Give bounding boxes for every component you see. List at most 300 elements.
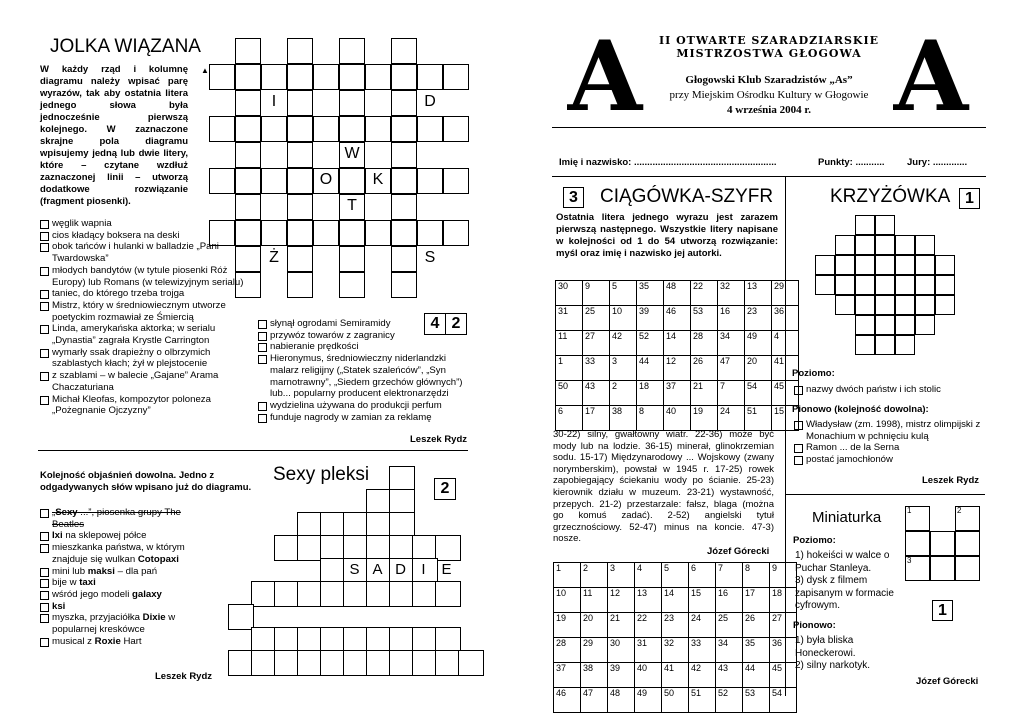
grid-cell[interactable] xyxy=(815,275,835,295)
grid-cell[interactable] xyxy=(235,194,261,220)
clue-item: wydzielina używana do produkcji perfum xyxy=(258,400,468,412)
grid-cell[interactable] xyxy=(391,64,417,90)
cipher-cell[interactable]: 48 xyxy=(608,688,635,713)
cipher-cell[interactable]: 25 xyxy=(716,613,743,638)
grid-cell[interactable] xyxy=(875,255,895,275)
cipher-cell[interactable]: 35 xyxy=(743,638,770,663)
cipher-cell[interactable]: 4 xyxy=(635,563,662,588)
grid-cell[interactable] xyxy=(365,220,391,246)
cipher-cell[interactable]: 4 xyxy=(772,331,799,356)
clue-item: taniec, do którego trzeba trojga xyxy=(40,288,250,300)
grid-cell[interactable] xyxy=(235,142,261,168)
jolka-clues-left xyxy=(40,218,250,417)
clue-item: młodych bandytów (w tytule piosenki Róż Europy) lub Romans (w telewizyjnym serialu) xyxy=(40,265,250,288)
clue-item: przywóz towarów z zagranicy xyxy=(258,330,468,342)
cipher-cell[interactable]: 2 xyxy=(610,381,637,406)
cipher-cell[interactable]: 7 xyxy=(718,381,745,406)
cipher-cell[interactable]: 21 xyxy=(608,613,635,638)
cipher-cell[interactable]: 18 xyxy=(637,381,664,406)
cipher-cell[interactable]: 24 xyxy=(689,613,716,638)
logo-left xyxy=(556,20,654,133)
grid-cell[interactable] xyxy=(391,90,417,116)
grid-cell[interactable] xyxy=(235,116,261,142)
clue-keyword: Sexy xyxy=(55,507,78,518)
cipher-cell[interactable]: 6 xyxy=(689,563,716,588)
grid-cell[interactable] xyxy=(209,64,235,90)
grid-cell[interactable] xyxy=(935,255,955,275)
form-rule xyxy=(552,176,986,177)
cipher-cell[interactable]: 47 xyxy=(581,688,608,713)
clue-text: na sklepowej półce xyxy=(62,530,147,542)
grid-cell[interactable] xyxy=(895,275,915,295)
grid-letter: O xyxy=(319,171,333,188)
cipher-cell[interactable]: 12 xyxy=(608,588,635,613)
cipher-cell[interactable]: 49 xyxy=(745,331,772,356)
cipher-cell[interactable]: 28 xyxy=(554,638,581,663)
cipher-cell[interactable]: 49 xyxy=(635,688,662,713)
cipher-cell[interactable]: 19 xyxy=(554,613,581,638)
clue-text: w popularnej kreskówce xyxy=(52,612,176,636)
grid-letter: A xyxy=(372,561,383,578)
points-field[interactable]: Punkty: ........... xyxy=(818,157,885,168)
clue-item xyxy=(40,530,200,542)
grid-cell[interactable] xyxy=(391,220,417,246)
grid-cell[interactable] xyxy=(930,531,955,556)
clue-text: myszka, przyjaciółka xyxy=(52,612,143,624)
cipher-cell[interactable]: 11 xyxy=(556,331,583,356)
jolka-points-a: 4 xyxy=(424,313,446,335)
grid-cell[interactable] xyxy=(391,246,417,272)
szyfr-author: Józef Górecki xyxy=(707,546,770,557)
cipher-cell[interactable]: 36 xyxy=(770,638,797,663)
cipher-cell[interactable]: 27 xyxy=(583,331,610,356)
grid-cell[interactable] xyxy=(261,116,287,142)
clue-text: bije w xyxy=(52,577,80,589)
cipher-cell[interactable]: 10 xyxy=(610,306,637,331)
logo-right xyxy=(882,20,980,133)
cipher-cell[interactable]: 19 xyxy=(691,406,718,431)
grid-cell[interactable] xyxy=(855,255,875,275)
clue-item: nabieranie prędkości xyxy=(258,341,468,353)
section-rule xyxy=(785,494,985,495)
krzyzowka-author: Leszek Rydz xyxy=(922,475,980,486)
grid-cell[interactable] xyxy=(905,531,930,556)
arrow-up-icon: ▲ xyxy=(201,66,209,75)
clue-item: z szablami – w balecie „Gajane” Arama Chaczaturiana xyxy=(40,370,250,393)
cipher-cell[interactable]: 10 xyxy=(554,588,581,613)
cipher-cell[interactable]: 35 xyxy=(637,281,664,306)
logo-letter: A xyxy=(893,20,969,133)
grid-cell[interactable] xyxy=(391,116,417,142)
cipher-cell[interactable]: 31 xyxy=(635,638,662,663)
sexy-points: 2 xyxy=(434,478,456,500)
grid-cell[interactable] xyxy=(365,64,391,90)
cipher-cell[interactable]: 20 xyxy=(581,613,608,638)
krzyzowka-pionowo xyxy=(794,419,984,466)
szyfr-grid xyxy=(555,280,799,431)
grid-cell[interactable] xyxy=(287,38,313,64)
grid-cell[interactable] xyxy=(915,295,935,315)
sexy-author: Leszek Rydz xyxy=(155,671,213,682)
cipher-cell[interactable]: 51 xyxy=(689,688,716,713)
cipher-cell[interactable]: 32 xyxy=(718,281,745,306)
grid-cell[interactable] xyxy=(339,90,365,116)
cipher-cell[interactable]: 37 xyxy=(554,663,581,688)
grid-cell[interactable] xyxy=(417,64,443,90)
clue-text: mini lub xyxy=(52,565,88,577)
szyfr-clues: 30-22) silny, gwałtowny wiatr. 22-36) może być mody lub na lodzie. 36-15) minerał, glinokrzemian sodu. 15-17) Międzynarodowy ... Wojskowy (zwany norymberskim), powstał w 1945 r. 17-25) rowek zapobiegający ściekaniu wody po ścianie. 25-23) kierownik działu w muzeum. 23-21) wystawność, przepych. 21-2) przestarzale: fałsz, blaga (można go komuś zadać). 2-52) angielski tytuł grzecznościowy. 52-47) minus na koncie. 47-3) nosze. xyxy=(553,429,774,545)
grid-cell[interactable] xyxy=(915,235,935,255)
grid-cell[interactable] xyxy=(313,220,339,246)
grid-cell[interactable] xyxy=(235,168,261,194)
grid-cell[interactable] xyxy=(895,295,915,315)
clue-item xyxy=(40,577,200,589)
cipher-cell[interactable]: 14 xyxy=(664,331,691,356)
grid-cell[interactable] xyxy=(915,275,935,295)
grid-cell[interactable] xyxy=(875,275,895,295)
cipher-cell[interactable]: 51 xyxy=(745,406,772,431)
cipher-cell[interactable]: 11 xyxy=(581,588,608,613)
grid-cell[interactable] xyxy=(339,272,365,298)
miniaturka-title: Miniaturka xyxy=(812,509,882,526)
clue-item: Mistrz, który w średniowiecznym utworze poetyckim rozmawiał ze Śmiercią xyxy=(40,300,250,323)
cipher-cell[interactable]: 12 xyxy=(664,356,691,381)
cipher-cell[interactable]: 6 xyxy=(556,406,583,431)
grid-cell[interactable] xyxy=(417,220,443,246)
grid-cell[interactable] xyxy=(287,220,313,246)
cipher-cell[interactable]: 44 xyxy=(637,356,664,381)
grid-cell[interactable] xyxy=(287,90,313,116)
cipher-cell[interactable]: 40 xyxy=(635,663,662,688)
cipher-cell[interactable]: 16 xyxy=(718,306,745,331)
grid-cell[interactable] xyxy=(391,168,417,194)
grid-cell[interactable] xyxy=(261,168,287,194)
header-line1: II OTWARTE SZARADZIARSKIE xyxy=(658,34,880,47)
cipher-cell[interactable]: 15 xyxy=(689,588,716,613)
cipher-cell[interactable]: 23 xyxy=(662,613,689,638)
cipher-cell[interactable]: 26 xyxy=(691,356,718,381)
clue-item: funduje nagrody w zamian za reklamę xyxy=(258,412,468,424)
clue-item: nazwy dwóch państw i ich stolic xyxy=(794,384,984,396)
grid-cell[interactable] xyxy=(261,220,287,246)
cipher-cell[interactable]: 9 xyxy=(770,563,797,588)
cipher-cell[interactable]: 18 xyxy=(770,588,797,613)
clue-text: mieszkanka państwa, w którym znajduje się wulkan xyxy=(52,542,185,565)
krzyzowka-title: KRZYŻÓWKA xyxy=(830,186,951,207)
cipher-cell[interactable]: 36 xyxy=(772,306,799,331)
cipher-cell[interactable]: 1 xyxy=(554,563,581,588)
cipher-cell[interactable]: 20 xyxy=(745,356,772,381)
cipher-cell[interactable]: 15 xyxy=(772,406,799,431)
cipher-cell[interactable]: 30 xyxy=(608,638,635,663)
jury-field[interactable]: Jury: ............. xyxy=(907,157,968,168)
szyfr-title: CIĄGÓWKA-SZYFR xyxy=(600,186,774,207)
grid-cell[interactable] xyxy=(287,246,313,272)
miniaturka-poziomo xyxy=(795,550,895,613)
cipher-cell[interactable]: 17 xyxy=(743,588,770,613)
grid-cell[interactable] xyxy=(287,168,313,194)
cipher-cell[interactable]: 25 xyxy=(583,306,610,331)
grid-cell[interactable] xyxy=(287,64,313,90)
cipher-cell[interactable]: 53 xyxy=(691,306,718,331)
grid-cell[interactable] xyxy=(435,535,461,561)
cipher-cell[interactable]: 42 xyxy=(689,663,716,688)
grid-cell[interactable] xyxy=(935,295,955,315)
cipher-cell[interactable]: 5 xyxy=(610,281,637,306)
grid-cell[interactable] xyxy=(915,315,935,335)
miniaturka-author: Józef Górecki xyxy=(916,676,979,687)
grid-letter: T xyxy=(347,197,357,214)
krzyzowka-diagram[interactable] xyxy=(815,215,955,355)
grid-cell[interactable] xyxy=(895,315,915,335)
cipher-cell[interactable]: 52 xyxy=(637,331,664,356)
cipher-cell[interactable]: 2 xyxy=(581,563,608,588)
cipher-cell[interactable]: 33 xyxy=(583,356,610,381)
clue-item: Hieronymus, średniowieczny niderlandzki malarz religijny („Statek szaleńców”, „Syn marnotrawny”, „Siedem grzechów głównych”) lub... popularny producent elektronarzędzi xyxy=(258,353,468,400)
cipher-cell[interactable]: 47 xyxy=(718,356,745,381)
grid-cell[interactable] xyxy=(391,38,417,64)
grid-cell[interactable] xyxy=(935,275,955,295)
grid-cell[interactable] xyxy=(365,116,391,142)
clue-text: ...”, piosenka grupy The Beatles xyxy=(52,507,181,530)
grid-letter: Ż xyxy=(269,249,279,266)
cipher-cell[interactable]: 37 xyxy=(664,381,691,406)
grid-cell[interactable] xyxy=(855,275,875,295)
cipher-cell[interactable]: 32 xyxy=(662,638,689,663)
clue-item: Michał Kleofas, kompozytor poloneza „Pożegnanie Ojczyzny” xyxy=(40,394,250,417)
cipher-cell[interactable]: 54 xyxy=(745,381,772,406)
grid-cell[interactable] xyxy=(855,335,875,355)
cipher-cell[interactable]: 13 xyxy=(635,588,662,613)
cipher-cell[interactable]: 22 xyxy=(691,281,718,306)
cipher-cell[interactable]: 50 xyxy=(662,688,689,713)
cipher-cell[interactable]: 27 xyxy=(770,613,797,638)
cipher-cell[interactable]: 52 xyxy=(716,688,743,713)
grid-cell[interactable] xyxy=(339,64,365,90)
cipher-cell[interactable]: 42 xyxy=(610,331,637,356)
miniaturka-pionowo-label: Pionowo: xyxy=(793,620,836,631)
grid-cell[interactable] xyxy=(391,272,417,298)
cipher-cell[interactable]: 16 xyxy=(716,588,743,613)
name-field[interactable]: Imię i nazwisko: ...................................................... xyxy=(559,157,777,168)
grid-cell[interactable] xyxy=(443,64,469,90)
header-line2: MISTRZOSTWA GŁOGOWA xyxy=(676,47,862,60)
sexy-diagram xyxy=(205,466,470,691)
szyfr-answer-grid[interactable] xyxy=(553,562,797,713)
cipher-cell[interactable]: 34 xyxy=(718,331,745,356)
cipher-cell[interactable]: 40 xyxy=(664,406,691,431)
cipher-cell[interactable]: 5 xyxy=(662,563,689,588)
grid-cell[interactable] xyxy=(855,315,875,335)
cipher-cell[interactable]: 8 xyxy=(743,563,770,588)
clue-item xyxy=(40,566,200,578)
cipher-cell[interactable]: 23 xyxy=(745,306,772,331)
cipher-cell[interactable]: 46 xyxy=(664,306,691,331)
cipher-cell[interactable]: 22 xyxy=(635,613,662,638)
szyfr-number: 3 xyxy=(563,187,584,208)
jolka-title: JOLKA WIĄZANA xyxy=(50,36,201,57)
grid-cell[interactable] xyxy=(235,90,261,116)
clue-keyword: taxi xyxy=(79,577,96,589)
grid-cell[interactable] xyxy=(339,116,365,142)
grid-cell[interactable] xyxy=(855,235,875,255)
clue-item: 3) dysk z filmem zapisanym w formacie cyfrowym. xyxy=(795,575,894,611)
cipher-cell[interactable]: 50 xyxy=(556,381,583,406)
cipher-cell[interactable]: 53 xyxy=(743,688,770,713)
grid-cell[interactable] xyxy=(417,116,443,142)
grid-cell[interactable] xyxy=(339,38,365,64)
cipher-cell[interactable]: 39 xyxy=(637,306,664,331)
cipher-cell[interactable]: 9 xyxy=(583,281,610,306)
cipher-cell[interactable]: 43 xyxy=(716,663,743,688)
clue-item: postać jamochłonów xyxy=(794,454,984,466)
cell-number: 1 xyxy=(907,506,912,515)
clue-item: Ramon ... de la Serna xyxy=(794,442,984,454)
grid-cell[interactable] xyxy=(287,194,313,220)
event-date: 4 września 2004 r. xyxy=(727,104,811,116)
sexy-intro: Kolejność objaśnień dowolna. Jedno z odgadywanych słów wpisano już do diagramu. xyxy=(40,470,252,493)
clue-item: 1) hokeiści w walce o Puchar Stanleya. xyxy=(795,550,890,574)
grid-letter: W xyxy=(344,145,360,162)
grid-cell[interactable] xyxy=(391,194,417,220)
grid-cell[interactable] xyxy=(391,142,417,168)
cipher-cell[interactable]: 44 xyxy=(743,663,770,688)
grid-cell[interactable] xyxy=(875,335,895,355)
cipher-cell[interactable]: 45 xyxy=(770,663,797,688)
grid-cell[interactable] xyxy=(287,116,313,142)
grid-cell[interactable] xyxy=(443,116,469,142)
grid-cell[interactable] xyxy=(855,295,875,315)
cipher-cell[interactable]: 3 xyxy=(610,356,637,381)
grid-letter: D xyxy=(424,93,436,110)
grid-cell[interactable] xyxy=(875,315,895,335)
cipher-cell[interactable]: 48 xyxy=(664,281,691,306)
cipher-cell[interactable]: 31 xyxy=(556,306,583,331)
clue-item: Linda, amerykańska aktorka; w serialu „Dynastia” zagrała Krystle Carrington xyxy=(40,323,250,346)
grid-cell[interactable] xyxy=(895,335,915,355)
header-rule xyxy=(552,127,986,128)
cipher-cell[interactable]: 24 xyxy=(718,406,745,431)
grid-cell[interactable] xyxy=(875,295,895,315)
grid-cell[interactable] xyxy=(835,235,855,255)
cipher-cell[interactable]: 13 xyxy=(745,281,772,306)
logo-letter: A xyxy=(567,20,643,133)
grid-cell[interactable] xyxy=(875,235,895,255)
clue-item: 2) silny narkotyk. xyxy=(795,660,871,671)
clue-keyword: galaxy xyxy=(132,588,162,600)
clue-item xyxy=(40,636,200,648)
cipher-cell[interactable]: 26 xyxy=(743,613,770,638)
grid-cell[interactable] xyxy=(339,220,365,246)
grid-cell[interactable] xyxy=(930,556,955,581)
grid-cell[interactable] xyxy=(855,215,875,235)
grid-letter: K xyxy=(372,171,384,188)
grid-cell[interactable] xyxy=(235,64,261,90)
cipher-cell[interactable]: 21 xyxy=(691,381,718,406)
grid-cell[interactable] xyxy=(287,272,313,298)
cipher-cell[interactable]: 41 xyxy=(662,663,689,688)
miniaturka-diagram[interactable] xyxy=(905,506,981,582)
grid-cell[interactable] xyxy=(915,255,935,275)
cipher-cell[interactable]: 45 xyxy=(772,381,799,406)
grid-cell[interactable] xyxy=(895,235,915,255)
cipher-cell[interactable]: 38 xyxy=(610,406,637,431)
grid-cell[interactable] xyxy=(209,116,235,142)
grid-cell[interactable] xyxy=(443,168,469,194)
clue-keyword: ksi xyxy=(52,600,66,612)
clue-keyword: Ixi xyxy=(52,530,63,542)
grid-cell[interactable] xyxy=(955,531,980,556)
clue-text: musical z xyxy=(52,635,95,647)
grid-cell[interactable] xyxy=(443,220,469,246)
clue-item: słynął ogrodami Semiramidy xyxy=(258,318,468,330)
grid-cell[interactable] xyxy=(955,556,980,581)
miniaturka-poziomo-label: Poziomo: xyxy=(793,535,836,546)
cipher-cell[interactable]: 14 xyxy=(662,588,689,613)
cipher-cell[interactable]: 17 xyxy=(583,406,610,431)
grid-cell[interactable] xyxy=(287,142,313,168)
grid-letter: I xyxy=(271,93,277,110)
clue-keyword: Roxie xyxy=(94,635,121,647)
cell-number: 3 xyxy=(907,556,912,565)
grid-letter: I xyxy=(421,561,426,578)
clue-item xyxy=(40,612,200,635)
grid-cell[interactable] xyxy=(417,168,443,194)
cipher-cell[interactable]: 39 xyxy=(608,663,635,688)
cipher-cell[interactable]: 54 xyxy=(770,688,797,713)
krzyzowka-poziomo xyxy=(794,384,984,396)
grid-cell[interactable] xyxy=(815,255,835,275)
grid-cell[interactable] xyxy=(261,64,287,90)
grid-cell[interactable] xyxy=(458,650,484,676)
jolka-author: Leszek Rydz xyxy=(410,434,468,445)
cipher-cell[interactable]: 46 xyxy=(554,688,581,713)
cipher-cell[interactable]: 7 xyxy=(716,563,743,588)
cipher-cell[interactable]: 41 xyxy=(772,356,799,381)
cipher-cell[interactable]: 38 xyxy=(581,663,608,688)
grid-cell[interactable] xyxy=(339,246,365,272)
grid-cell[interactable] xyxy=(313,116,339,142)
grid-cell[interactable] xyxy=(835,255,855,275)
grid-cell[interactable] xyxy=(875,215,895,235)
krzyzowka-number: 1 xyxy=(959,188,980,209)
grid-cell[interactable] xyxy=(835,275,855,295)
miniaturka-pionowo xyxy=(795,635,915,673)
cipher-cell[interactable]: 28 xyxy=(691,331,718,356)
grid-cell[interactable] xyxy=(313,64,339,90)
grid-cell[interactable] xyxy=(235,38,261,64)
grid-cell[interactable] xyxy=(435,581,461,607)
cipher-cell[interactable]: 8 xyxy=(637,406,664,431)
cipher-cell[interactable]: 33 xyxy=(689,638,716,663)
grid-cell[interactable] xyxy=(339,168,365,194)
cipher-cell[interactable]: 1 xyxy=(556,356,583,381)
grid-letter: E xyxy=(441,561,452,578)
cell-number: 2 xyxy=(957,506,962,515)
grid-cell[interactable] xyxy=(835,295,855,315)
cipher-cell[interactable]: 29 xyxy=(581,638,608,663)
cipher-cell[interactable]: 43 xyxy=(583,381,610,406)
cipher-cell[interactable]: 29 xyxy=(772,281,799,306)
cipher-cell[interactable]: 3 xyxy=(608,563,635,588)
grid-cell[interactable] xyxy=(209,168,235,194)
miniaturka-number: 1 xyxy=(932,600,953,621)
sexy-clues xyxy=(40,507,200,647)
cipher-cell[interactable]: 34 xyxy=(716,638,743,663)
cipher-cell[interactable]: 30 xyxy=(556,281,583,306)
grid-cell[interactable] xyxy=(895,255,915,275)
krzyzowka-poziomo-label: Poziomo: xyxy=(792,368,835,379)
